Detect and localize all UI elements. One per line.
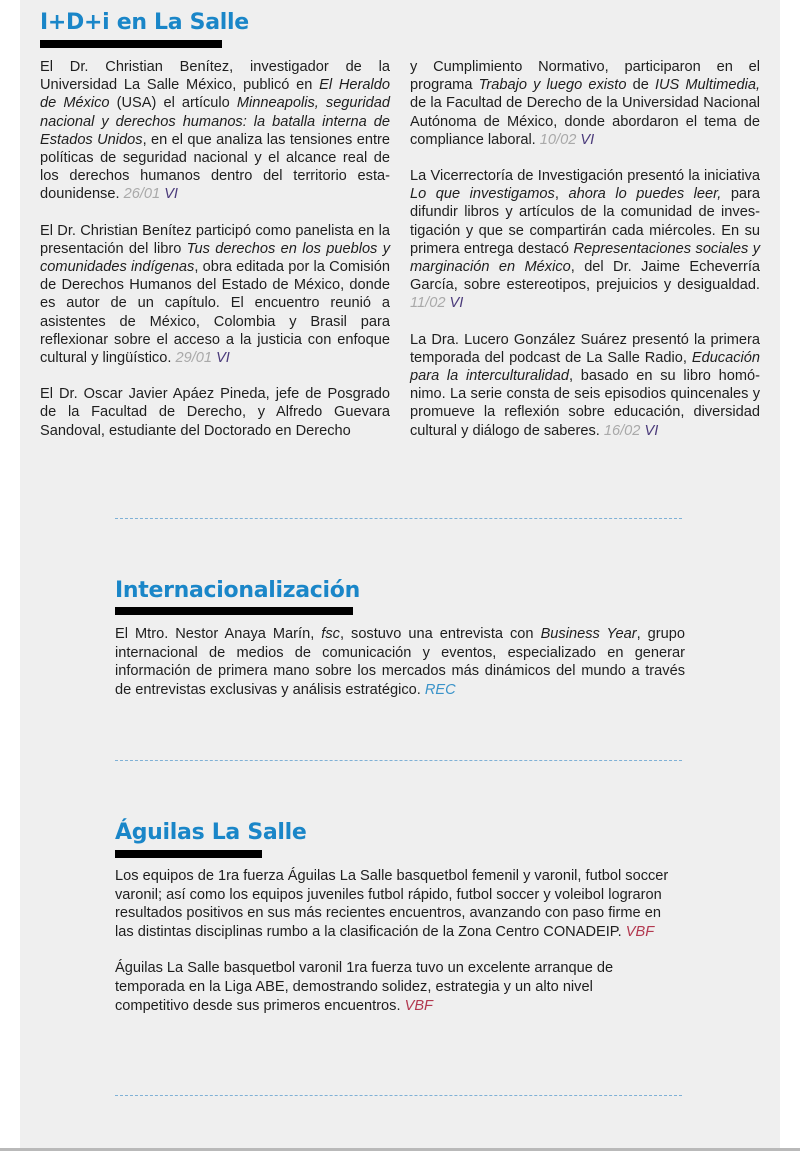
- title-underline-bar: [40, 40, 222, 48]
- section-title-aguilas: Águilas La Salle: [115, 820, 307, 845]
- body-text: El Dr. Christian Benítez participó como panelista en la presentación del libro: [40, 222, 390, 257]
- italic-title-text: Representaciones sociales y marginación en México: [410, 240, 760, 276]
- italic-title-text: Educación para la interculturalidad: [410, 349, 760, 385]
- news-paragraph: [40, 222, 390, 368]
- section-title-internacionalizacion: Internacionalización: [115, 578, 360, 603]
- news-date: 29/01: [175, 350, 212, 367]
- aguilas-body: [115, 867, 670, 1033]
- body-text: para difundir libros y artículos de la comunidad de investigación y que se compartirán cada miércoles. En su primera entrega destacó: [410, 186, 761, 257]
- body-text: y Cumplimiento Normativo, participaron en el programa: [410, 59, 760, 94]
- italic-title-text: Business Year: [540, 626, 637, 642]
- section-divider: [115, 518, 682, 519]
- body-text: ,: [554, 186, 569, 203]
- body-text: El Dr. Christian Benítez, investigador de la Universidad La Salle México, publicó en: [40, 59, 390, 94]
- italic-title-text: Trabajo y luego existo: [478, 77, 627, 94]
- idi-right-column: [410, 58, 760, 458]
- body-text: Águilas La Salle basquetbol varonil 1ra fuerza tuvo un excelente arranque de temporada en la Liga ABE, demostrando solidez, estrategia y un alto nivel competitivo desde sus primeros encuentros.: [115, 960, 614, 1014]
- body-text: de la Facultad de Derecho de la Universidad Nacional Autónoma de México, donde abordaron el tema de compliance laboral.: [410, 95, 760, 148]
- section-title-idi: I+D+i en La Salle: [40, 10, 249, 35]
- news-paragraph: [115, 959, 670, 1015]
- source-tag: VBF: [404, 997, 433, 1014]
- body-text: El Mtro. Nestor Anaya Marín,: [115, 626, 322, 642]
- source-tag: VI: [216, 350, 230, 367]
- italic-title-text: El Heraldo de México: [40, 77, 390, 112]
- italic-title-text: Lo que investigamos: [410, 186, 555, 203]
- title-underline-bar: [115, 850, 262, 858]
- title-underline-bar: [115, 607, 353, 615]
- body-text: , del Dr. Jaime Echeverría García, sobre estereotipos, prejuicios y desigualdad.: [410, 259, 760, 294]
- body-text: , sostuvo una entrevista con: [339, 626, 541, 642]
- italic-title-text: ahora lo puedes leer,: [568, 186, 722, 203]
- body-text: El Dr. Oscar Javier Apáez Pineda, jefe de Posgrado de la Facultad de Derecho, y Alfredo Guevara Sandoval, estudiante del Doctorado en Derecho: [40, 386, 390, 439]
- section-divider: [115, 760, 682, 761]
- news-date: 11/02: [410, 295, 446, 312]
- news-paragraph: [410, 331, 760, 440]
- body-text: , basado en su libro homónimo. La serie consta de seis episodios quincenales y promueve la reflexión sobre educación, diversidad cultural y diálogo de saberes.: [410, 368, 760, 439]
- section-divider: [115, 1095, 682, 1096]
- body-text: (USA) el artículo: [109, 95, 237, 112]
- body-text: , obra editada por la Comisión de Derechos Humanos del Estado de México, donde es autor de un capítulo. El encuentro reunió a asistentes de México, Colombia y Brasil para reflexionar sobre el acceso a la justicia con enfoque cultural y lingüístico.: [40, 259, 390, 367]
- italic-title-text: IUS Multimedia,: [654, 77, 760, 94]
- news-date: 16/02: [603, 422, 641, 439]
- source-tag: VI: [449, 295, 464, 312]
- body-text: , grupo internacional de medios de comunicación y eventos, especializado en generar información de primera mano sobre los mercados más dinámicos del mundo a través de entrevistas exclusivas y análisis estratégico.: [115, 626, 686, 698]
- source-tag: VI: [580, 131, 595, 148]
- body-text: de: [626, 77, 655, 94]
- news-date: 26/01: [123, 186, 161, 203]
- news-paragraph: [40, 58, 390, 204]
- news-paragraph: [115, 867, 670, 941]
- body-text: Los equipos de 1ra fuerza Águilas La Salle basquetbol femenil y varonil, futbol soccer varonil; así como los equipos juveniles futbol rápido, futbol soccer y voleibol lograron resultados positivos en sus más recientes encuentros, avanzando con paso firme en las distintas disciplinas rumbo a la clasificación de la Zona Centro CONADEIP.: [115, 868, 669, 940]
- italic-title-text: fsc: [321, 626, 340, 642]
- italic-title-text: Minneapolis, seguridad nacional y derechos humanos: la batalla interna de Estados Unidos: [40, 95, 390, 148]
- news-paragraph: [410, 167, 760, 313]
- idi-left-column: [40, 58, 390, 458]
- news-paragraph: [40, 385, 390, 440]
- news-date: 10/02: [539, 131, 577, 148]
- source-tag: VI: [644, 422, 659, 439]
- source-tag: VBF: [625, 923, 655, 940]
- body-text: La Dra. Lucero González Suárez presentó la primera temporada del podcast de La Salle Radio,: [410, 331, 760, 366]
- news-paragraph: [115, 625, 685, 699]
- source-tag: REC: [424, 681, 456, 698]
- italic-title-text: Tus derechos en los pueblos y comunidades indígenas: [40, 240, 391, 276]
- source-tag: VI: [164, 186, 178, 203]
- body-text: , en el que analiza las tensiones entre políticas de seguridad nacional y el alcance real de los derechos humanos dentro del territorio estadounidense.: [40, 131, 390, 203]
- news-paragraph: [410, 58, 760, 149]
- internacionalizacion-body: [115, 625, 685, 717]
- body-text: La Vicerrectoría de Investigación presentó la iniciativa: [410, 168, 760, 185]
